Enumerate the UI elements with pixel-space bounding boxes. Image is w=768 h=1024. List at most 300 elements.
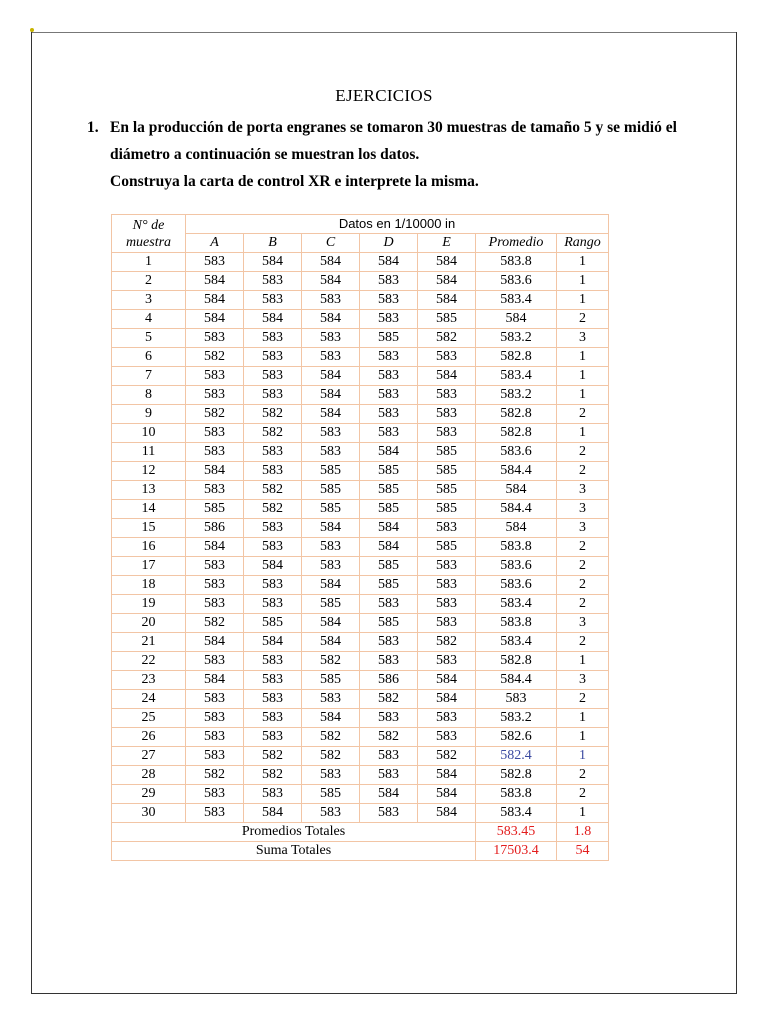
- sample-number-cell: 16: [112, 538, 186, 557]
- table-row: [112, 500, 609, 519]
- rango-cell: 2: [557, 462, 609, 481]
- table-row: [112, 367, 609, 386]
- value-c-cell: 584: [302, 633, 360, 652]
- value-c-cell: 582: [302, 728, 360, 747]
- table-row: [112, 291, 609, 310]
- totals-rango: 1.8: [557, 823, 609, 842]
- value-e-cell: 583: [418, 557, 476, 576]
- value-b-cell: 583: [244, 367, 302, 386]
- value-d-cell: 584: [360, 443, 418, 462]
- sample-number-cell: 1: [112, 253, 186, 272]
- value-b-cell: 584: [244, 310, 302, 329]
- value-c-cell: 585: [302, 481, 360, 500]
- value-d-cell: 584: [360, 538, 418, 557]
- sample-number-header-line: N° de: [132, 217, 165, 233]
- totals-promedio: 583.45: [476, 823, 557, 842]
- value-c-cell: 584: [302, 709, 360, 728]
- sample-number-header: [112, 215, 186, 253]
- value-e-cell: 583: [418, 348, 476, 367]
- value-e-cell: 585: [418, 538, 476, 557]
- value-d-cell: 583: [360, 633, 418, 652]
- value-e-cell: 583: [418, 576, 476, 595]
- value-e-cell: 585: [418, 481, 476, 500]
- sample-number-cell: 5: [112, 329, 186, 348]
- value-b-cell: 583: [244, 652, 302, 671]
- promedio-cell: 583.2: [476, 329, 557, 348]
- value-b-cell: 583: [244, 462, 302, 481]
- value-b-cell: 582: [244, 424, 302, 443]
- value-b-cell: 585: [244, 614, 302, 633]
- rango-cell: 1: [557, 367, 609, 386]
- table-row: [112, 709, 609, 728]
- column-header-e: E: [418, 234, 476, 253]
- value-c-cell: 585: [302, 462, 360, 481]
- value-a-cell: 584: [186, 310, 244, 329]
- rango-cell: 3: [557, 519, 609, 538]
- table-row: [112, 424, 609, 443]
- value-e-cell: 584: [418, 272, 476, 291]
- value-a-cell: 583: [186, 424, 244, 443]
- table-row: [112, 538, 609, 557]
- exercise-line: En la producción de porta engranes se tomaron 30 muestras de tamaño 5 y se midió el: [110, 119, 677, 136]
- value-c-cell: 584: [302, 310, 360, 329]
- value-d-cell: 582: [360, 728, 418, 747]
- value-a-cell: 584: [186, 538, 244, 557]
- value-e-cell: 583: [418, 728, 476, 747]
- value-b-cell: 583: [244, 671, 302, 690]
- table-body: [112, 253, 609, 823]
- totals-row: [112, 842, 609, 861]
- column-header-promedio: Promedio: [476, 234, 557, 253]
- value-a-cell: 582: [186, 348, 244, 367]
- table-row: [112, 614, 609, 633]
- value-a-cell: 583: [186, 709, 244, 728]
- table-row: [112, 557, 609, 576]
- value-a-cell: 582: [186, 405, 244, 424]
- rango-cell: 3: [557, 614, 609, 633]
- value-a-cell: 583: [186, 652, 244, 671]
- table-row: [112, 405, 609, 424]
- value-d-cell: 583: [360, 652, 418, 671]
- sample-number-cell: 21: [112, 633, 186, 652]
- promedio-cell: 583.4: [476, 291, 557, 310]
- totals-label: Promedios Totales: [112, 823, 476, 842]
- rango-cell: 2: [557, 690, 609, 709]
- value-d-cell: 583: [360, 386, 418, 405]
- sample-number-cell: 17: [112, 557, 186, 576]
- value-e-cell: 582: [418, 747, 476, 766]
- value-c-cell: 584: [302, 405, 360, 424]
- table-row: [112, 348, 609, 367]
- value-b-cell: 583: [244, 728, 302, 747]
- rango-cell: 2: [557, 785, 609, 804]
- rango-cell: 1: [557, 747, 609, 766]
- promedio-cell: 583.6: [476, 576, 557, 595]
- promedio-cell: 582.8: [476, 424, 557, 443]
- promedio-cell: 582.6: [476, 728, 557, 747]
- value-b-cell: 583: [244, 785, 302, 804]
- rango-cell: 2: [557, 633, 609, 652]
- value-d-cell: 585: [360, 500, 418, 519]
- promedio-cell: 584: [476, 519, 557, 538]
- table-row: [112, 253, 609, 272]
- value-b-cell: 583: [244, 272, 302, 291]
- table-row: [112, 690, 609, 709]
- value-c-cell: 585: [302, 671, 360, 690]
- corner-marker-icon: [30, 28, 34, 32]
- exercise-line: Construya la carta de control XR e interprete la misma.: [110, 173, 479, 190]
- value-e-cell: 582: [418, 633, 476, 652]
- table-row: [112, 443, 609, 462]
- value-c-cell: 584: [302, 272, 360, 291]
- rango-cell: 2: [557, 576, 609, 595]
- sample-number-cell: 4: [112, 310, 186, 329]
- value-d-cell: 585: [360, 462, 418, 481]
- value-d-cell: 583: [360, 595, 418, 614]
- value-a-cell: 582: [186, 614, 244, 633]
- value-a-cell: 584: [186, 671, 244, 690]
- promedio-cell: 583: [476, 690, 557, 709]
- value-a-cell: 583: [186, 443, 244, 462]
- rango-cell: 1: [557, 348, 609, 367]
- value-c-cell: 583: [302, 291, 360, 310]
- value-c-cell: 585: [302, 785, 360, 804]
- value-b-cell: 583: [244, 709, 302, 728]
- value-d-cell: 583: [360, 804, 418, 823]
- rango-cell: 1: [557, 253, 609, 272]
- rango-cell: 2: [557, 557, 609, 576]
- table-row: [112, 633, 609, 652]
- value-a-cell: 583: [186, 253, 244, 272]
- value-a-cell: 583: [186, 785, 244, 804]
- exercise-number: 1.: [87, 119, 99, 136]
- value-d-cell: 583: [360, 405, 418, 424]
- sample-number-cell: 19: [112, 595, 186, 614]
- promedio-cell: 584.4: [476, 500, 557, 519]
- rango-cell: 3: [557, 500, 609, 519]
- column-header-b: B: [244, 234, 302, 253]
- value-b-cell: 583: [244, 595, 302, 614]
- value-e-cell: 584: [418, 804, 476, 823]
- promedio-cell: 583.4: [476, 367, 557, 386]
- rango-cell: 1: [557, 804, 609, 823]
- value-e-cell: 583: [418, 405, 476, 424]
- value-d-cell: 584: [360, 785, 418, 804]
- promedio-cell: 583.8: [476, 614, 557, 633]
- promedio-cell: 583.2: [476, 709, 557, 728]
- value-e-cell: 583: [418, 709, 476, 728]
- table-header-row: [112, 215, 609, 234]
- promedio-cell: 584: [476, 310, 557, 329]
- sample-number-cell: 3: [112, 291, 186, 310]
- rango-cell: 1: [557, 291, 609, 310]
- rango-cell: 3: [557, 671, 609, 690]
- table-row: [112, 747, 609, 766]
- sample-number-cell: 29: [112, 785, 186, 804]
- table-row: [112, 804, 609, 823]
- value-e-cell: 583: [418, 652, 476, 671]
- rango-cell: 1: [557, 386, 609, 405]
- value-a-cell: 583: [186, 595, 244, 614]
- value-a-cell: 583: [186, 747, 244, 766]
- rango-cell: 1: [557, 424, 609, 443]
- sample-number-cell: 30: [112, 804, 186, 823]
- sample-number-cell: 26: [112, 728, 186, 747]
- value-a-cell: 583: [186, 329, 244, 348]
- data-table: [111, 214, 609, 861]
- table-row: [112, 481, 609, 500]
- value-d-cell: 585: [360, 614, 418, 633]
- column-header-c: C: [302, 234, 360, 253]
- value-a-cell: 586: [186, 519, 244, 538]
- sample-number-cell: 12: [112, 462, 186, 481]
- value-e-cell: 583: [418, 386, 476, 405]
- table-row: [112, 595, 609, 614]
- promedio-cell: 582.4: [476, 747, 557, 766]
- value-c-cell: 583: [302, 348, 360, 367]
- value-c-cell: 582: [302, 652, 360, 671]
- totals-row: [112, 823, 609, 842]
- sample-number-cell: 10: [112, 424, 186, 443]
- rango-cell: 2: [557, 766, 609, 785]
- rango-cell: 1: [557, 652, 609, 671]
- value-a-cell: 583: [186, 481, 244, 500]
- value-c-cell: 584: [302, 576, 360, 595]
- value-d-cell: 583: [360, 291, 418, 310]
- value-c-cell: 583: [302, 424, 360, 443]
- sample-number-cell: 20: [112, 614, 186, 633]
- value-a-cell: 583: [186, 690, 244, 709]
- table-row: [112, 519, 609, 538]
- rango-cell: 2: [557, 538, 609, 557]
- value-b-cell: 583: [244, 519, 302, 538]
- value-a-cell: 583: [186, 386, 244, 405]
- value-e-cell: 583: [418, 424, 476, 443]
- value-c-cell: 585: [302, 595, 360, 614]
- table-row: [112, 785, 609, 804]
- value-a-cell: 584: [186, 272, 244, 291]
- promedio-cell: 583.8: [476, 785, 557, 804]
- value-e-cell: 584: [418, 766, 476, 785]
- sample-number-header-line: muestra: [125, 234, 172, 250]
- value-a-cell: 584: [186, 291, 244, 310]
- value-b-cell: 582: [244, 481, 302, 500]
- table-row: [112, 462, 609, 481]
- table-row: [112, 671, 609, 690]
- column-header-d: D: [360, 234, 418, 253]
- value-d-cell: 585: [360, 557, 418, 576]
- sample-number-cell: 9: [112, 405, 186, 424]
- promedio-cell: 584.4: [476, 671, 557, 690]
- value-a-cell: 585: [186, 500, 244, 519]
- totals-rango: 54: [557, 842, 609, 861]
- value-e-cell: 584: [418, 785, 476, 804]
- value-b-cell: 584: [244, 804, 302, 823]
- value-d-cell: 585: [360, 576, 418, 595]
- value-a-cell: 583: [186, 728, 244, 747]
- promedio-cell: 583.4: [476, 804, 557, 823]
- exercise-line: diámetro a continuación se muestran los datos.: [110, 146, 420, 163]
- rango-cell: 3: [557, 481, 609, 500]
- column-header-a: A: [186, 234, 244, 253]
- value-d-cell: 583: [360, 424, 418, 443]
- table-row: [112, 652, 609, 671]
- promedio-cell: 583.6: [476, 557, 557, 576]
- sample-number-cell: 11: [112, 443, 186, 462]
- promedio-cell: 583.6: [476, 272, 557, 291]
- value-d-cell: 583: [360, 348, 418, 367]
- value-c-cell: 582: [302, 747, 360, 766]
- rango-cell: 1: [557, 728, 609, 747]
- promedio-cell: 583.4: [476, 633, 557, 652]
- table-row: [112, 310, 609, 329]
- value-d-cell: 583: [360, 747, 418, 766]
- rango-cell: 1: [557, 709, 609, 728]
- column-header-rango: Rango: [557, 234, 609, 253]
- value-d-cell: 582: [360, 690, 418, 709]
- promedio-cell: 582.8: [476, 652, 557, 671]
- value-c-cell: 584: [302, 519, 360, 538]
- promedio-cell: 583.6: [476, 443, 557, 462]
- value-a-cell: 583: [186, 576, 244, 595]
- promedio-cell: 584: [476, 481, 557, 500]
- value-a-cell: 583: [186, 367, 244, 386]
- value-d-cell: 584: [360, 253, 418, 272]
- value-c-cell: 584: [302, 253, 360, 272]
- table-row: [112, 728, 609, 747]
- value-e-cell: 584: [418, 671, 476, 690]
- value-b-cell: 582: [244, 747, 302, 766]
- value-c-cell: 583: [302, 804, 360, 823]
- sample-number-cell: 23: [112, 671, 186, 690]
- sample-number-cell: 18: [112, 576, 186, 595]
- table-row: [112, 272, 609, 291]
- value-e-cell: 583: [418, 519, 476, 538]
- value-b-cell: 583: [244, 690, 302, 709]
- value-e-cell: 582: [418, 329, 476, 348]
- sample-number-cell: 14: [112, 500, 186, 519]
- value-b-cell: 583: [244, 576, 302, 595]
- value-d-cell: 584: [360, 519, 418, 538]
- value-e-cell: 585: [418, 500, 476, 519]
- sample-number-cell: 28: [112, 766, 186, 785]
- table-totals: [112, 823, 609, 861]
- value-d-cell: 583: [360, 310, 418, 329]
- value-b-cell: 583: [244, 329, 302, 348]
- value-c-cell: 584: [302, 614, 360, 633]
- value-e-cell: 583: [418, 614, 476, 633]
- data-units-header: Datos en 1/10000 in: [186, 215, 609, 234]
- promedio-cell: 583.4: [476, 595, 557, 614]
- rango-cell: 2: [557, 443, 609, 462]
- value-c-cell: 585: [302, 500, 360, 519]
- value-a-cell: 583: [186, 557, 244, 576]
- sample-number-cell: 27: [112, 747, 186, 766]
- table-row: [112, 386, 609, 405]
- value-b-cell: 583: [244, 386, 302, 405]
- value-e-cell: 585: [418, 462, 476, 481]
- value-e-cell: 583: [418, 595, 476, 614]
- value-b-cell: 583: [244, 538, 302, 557]
- value-c-cell: 583: [302, 690, 360, 709]
- value-e-cell: 584: [418, 253, 476, 272]
- table-row: [112, 576, 609, 595]
- value-c-cell: 584: [302, 386, 360, 405]
- value-e-cell: 585: [418, 310, 476, 329]
- sample-number-cell: 15: [112, 519, 186, 538]
- value-a-cell: 584: [186, 633, 244, 652]
- sample-number-cell: 8: [112, 386, 186, 405]
- sample-number-cell: 24: [112, 690, 186, 709]
- value-a-cell: 582: [186, 766, 244, 785]
- value-b-cell: 583: [244, 291, 302, 310]
- promedio-cell: 582.8: [476, 348, 557, 367]
- promedio-cell: 582.8: [476, 405, 557, 424]
- table-row: [112, 766, 609, 785]
- value-d-cell: 583: [360, 709, 418, 728]
- sample-number-cell: 6: [112, 348, 186, 367]
- value-e-cell: 584: [418, 367, 476, 386]
- sample-number-cell: 25: [112, 709, 186, 728]
- value-a-cell: 583: [186, 804, 244, 823]
- value-d-cell: 585: [360, 481, 418, 500]
- rango-cell: 2: [557, 310, 609, 329]
- sample-number-cell: 2: [112, 272, 186, 291]
- value-d-cell: 585: [360, 329, 418, 348]
- value-b-cell: 584: [244, 253, 302, 272]
- rango-cell: 2: [557, 405, 609, 424]
- value-a-cell: 584: [186, 462, 244, 481]
- table-column-header-row: [112, 234, 609, 253]
- value-b-cell: 584: [244, 633, 302, 652]
- table-row: [112, 329, 609, 348]
- value-c-cell: 583: [302, 443, 360, 462]
- value-e-cell: 584: [418, 690, 476, 709]
- promedio-cell: 583.8: [476, 253, 557, 272]
- value-d-cell: 586: [360, 671, 418, 690]
- value-b-cell: 582: [244, 405, 302, 424]
- exercise-text: [110, 114, 710, 195]
- page-title: EJERCICIOS: [335, 86, 433, 105]
- value-b-cell: 584: [244, 557, 302, 576]
- value-e-cell: 584: [418, 291, 476, 310]
- sample-number-cell: 7: [112, 367, 186, 386]
- rango-cell: 3: [557, 329, 609, 348]
- value-d-cell: 583: [360, 766, 418, 785]
- value-c-cell: 584: [302, 367, 360, 386]
- promedio-cell: 583.2: [476, 386, 557, 405]
- rango-cell: 1: [557, 272, 609, 291]
- value-c-cell: 583: [302, 538, 360, 557]
- value-c-cell: 583: [302, 766, 360, 785]
- value-c-cell: 583: [302, 329, 360, 348]
- sample-number-cell: 13: [112, 481, 186, 500]
- value-d-cell: 583: [360, 272, 418, 291]
- value-d-cell: 583: [360, 367, 418, 386]
- value-b-cell: 582: [244, 500, 302, 519]
- totals-label: Suma Totales: [112, 842, 476, 861]
- value-e-cell: 585: [418, 443, 476, 462]
- sample-number-cell: 22: [112, 652, 186, 671]
- rango-cell: 2: [557, 595, 609, 614]
- promedio-cell: 582.8: [476, 766, 557, 785]
- value-b-cell: 583: [244, 348, 302, 367]
- totals-promedio: 17503.4: [476, 842, 557, 861]
- value-c-cell: 583: [302, 557, 360, 576]
- promedio-cell: 583.8: [476, 538, 557, 557]
- value-b-cell: 583: [244, 443, 302, 462]
- value-b-cell: 582: [244, 766, 302, 785]
